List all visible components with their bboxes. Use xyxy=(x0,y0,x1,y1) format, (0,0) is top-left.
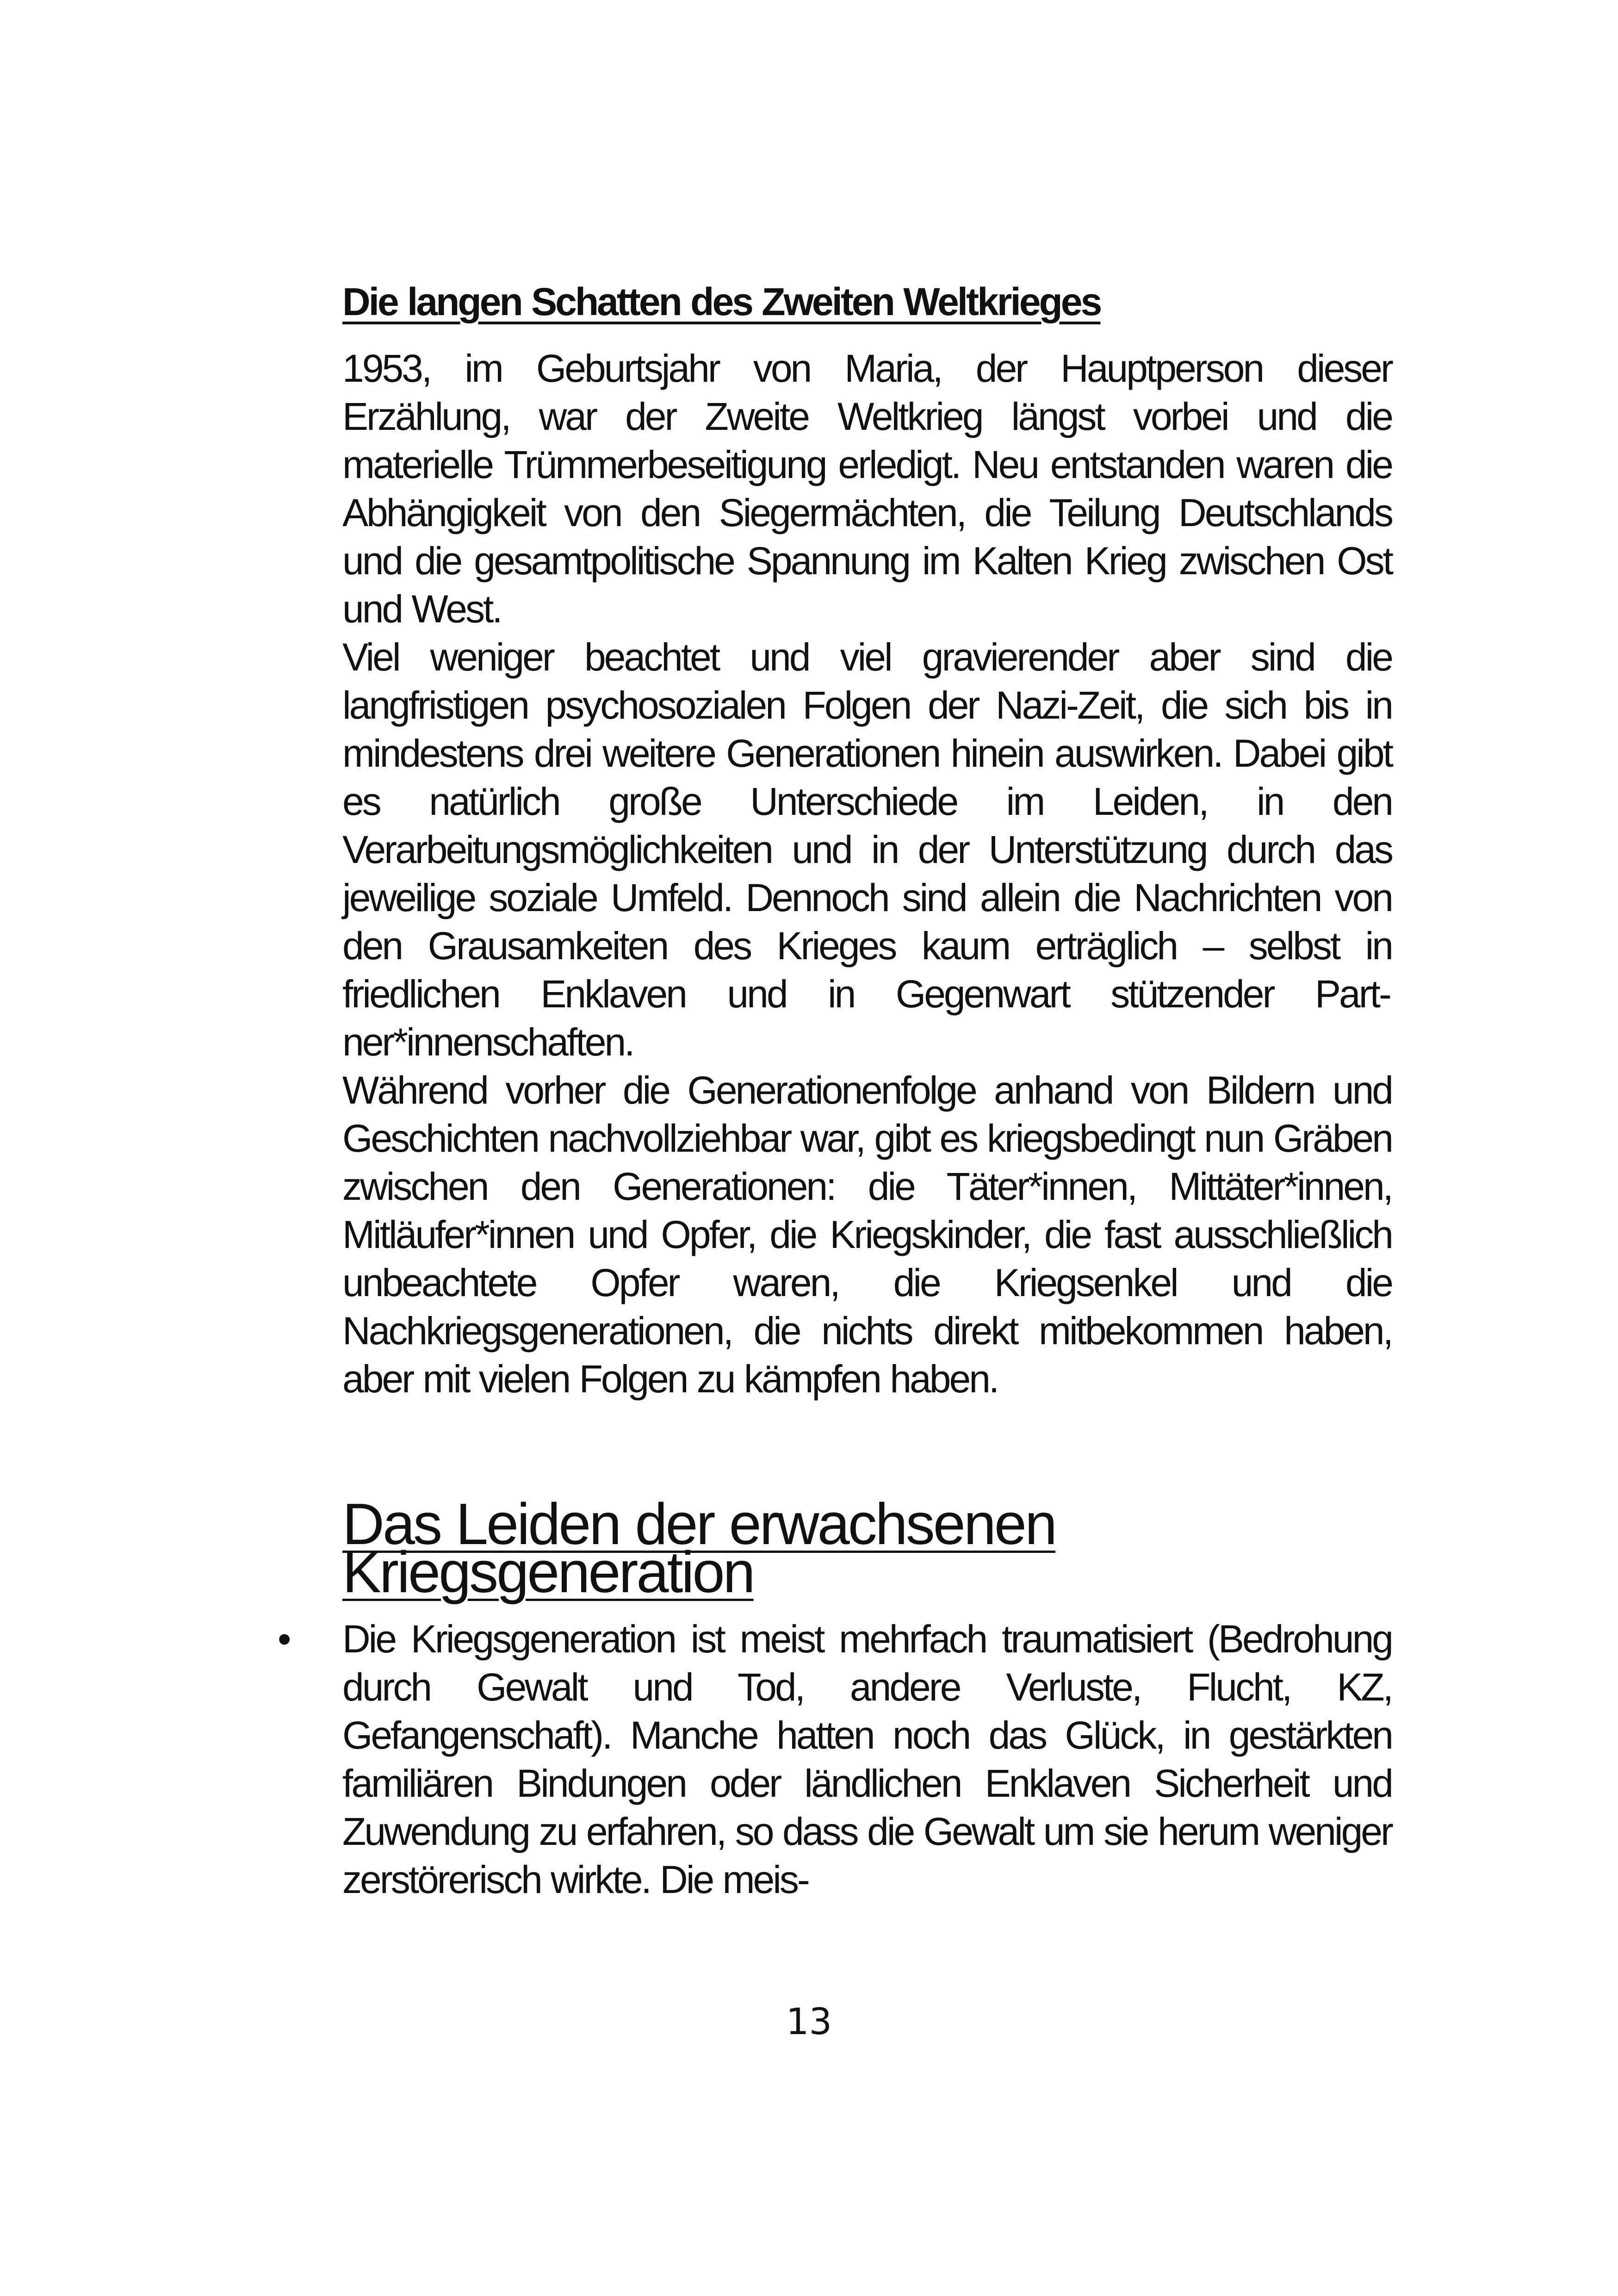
paragraph-3: Während vorher die Generationenfolge anhand von Bildern und Geschichten nachvollziehbar war, gibt es kriegsbedingt nun Gräben zwischen den Generationen: die Täter*innen, Mittäter*innen, Mitläufer*innen und Opfer, die Kriegskinder, die fast ausschließlich unbeachtete Opfer waren, die Kriegsenkel und die Nachkriegsgenerationen, die nichts direkt mitbekommen haben, aber mit vielen Folgen zu kämpfen haben. xyxy=(342,1068,1392,1401)
list-item-text: Die Kriegsgeneration ist meist mehrfach traumatisiert (Bedrohung durch Gewalt und Tod, andere Verluste, Flucht, KZ, Gefangenschaft). Manche hatten noch das Glück, in gestärkten familiären Bindungen oder ländlichen Enklaven Sicherheit und Zuwendung zu erfahren, so dass die Gewalt um sie herum weniger zerstörerisch wirkte. Die meis- xyxy=(342,1617,1392,1901)
paragraph-2: Viel weniger beachtet und viel gravierender aber sind die langfristigen psychosozialen Folgen der Nazi-Zeit, die sich bis in mindestens drei weitere Generationen hinein auswirken. Dabei gibt es natürlich große Unterschiede im Leiden, in den Verarbeitungsmöglichkeiten und in der Unterstützung durch das jeweilige soziale Umfeld. Dennoch sind allein die Nachrichten von den Grausamkeiten des Krieges kaum erträglich – selbst in friedlichen Enklaven und in Gegenwart stützender Partner*innenschaften. xyxy=(342,635,1392,1064)
list-item xyxy=(278,1615,1392,1904)
bullet-list xyxy=(278,1615,1392,1904)
section-heading: Das Leiden der erwachsenen Kriegsgeneration xyxy=(342,1491,1056,1605)
page-title: Die langen Schatten des Zweiten Weltkrieges xyxy=(342,280,1101,323)
page-number: 13 xyxy=(786,2001,832,2043)
paragraph-1: 1953, im Geburtsjahr von Maria, der Hauptperson dieser Erzählung, war der Zweite Weltkrieg längst vorbei und die materielle Trümmerbeseitigung erledigt. Neu entstanden waren die Abhängigkeit von den Siegermächten, die Teilung Deutschlands und die gesamtpolitische Spannung im Kalten Krieg zwischen Ost und West. xyxy=(342,347,1392,631)
page-content xyxy=(278,278,1392,1904)
bullet-icon: • xyxy=(278,1617,290,1661)
